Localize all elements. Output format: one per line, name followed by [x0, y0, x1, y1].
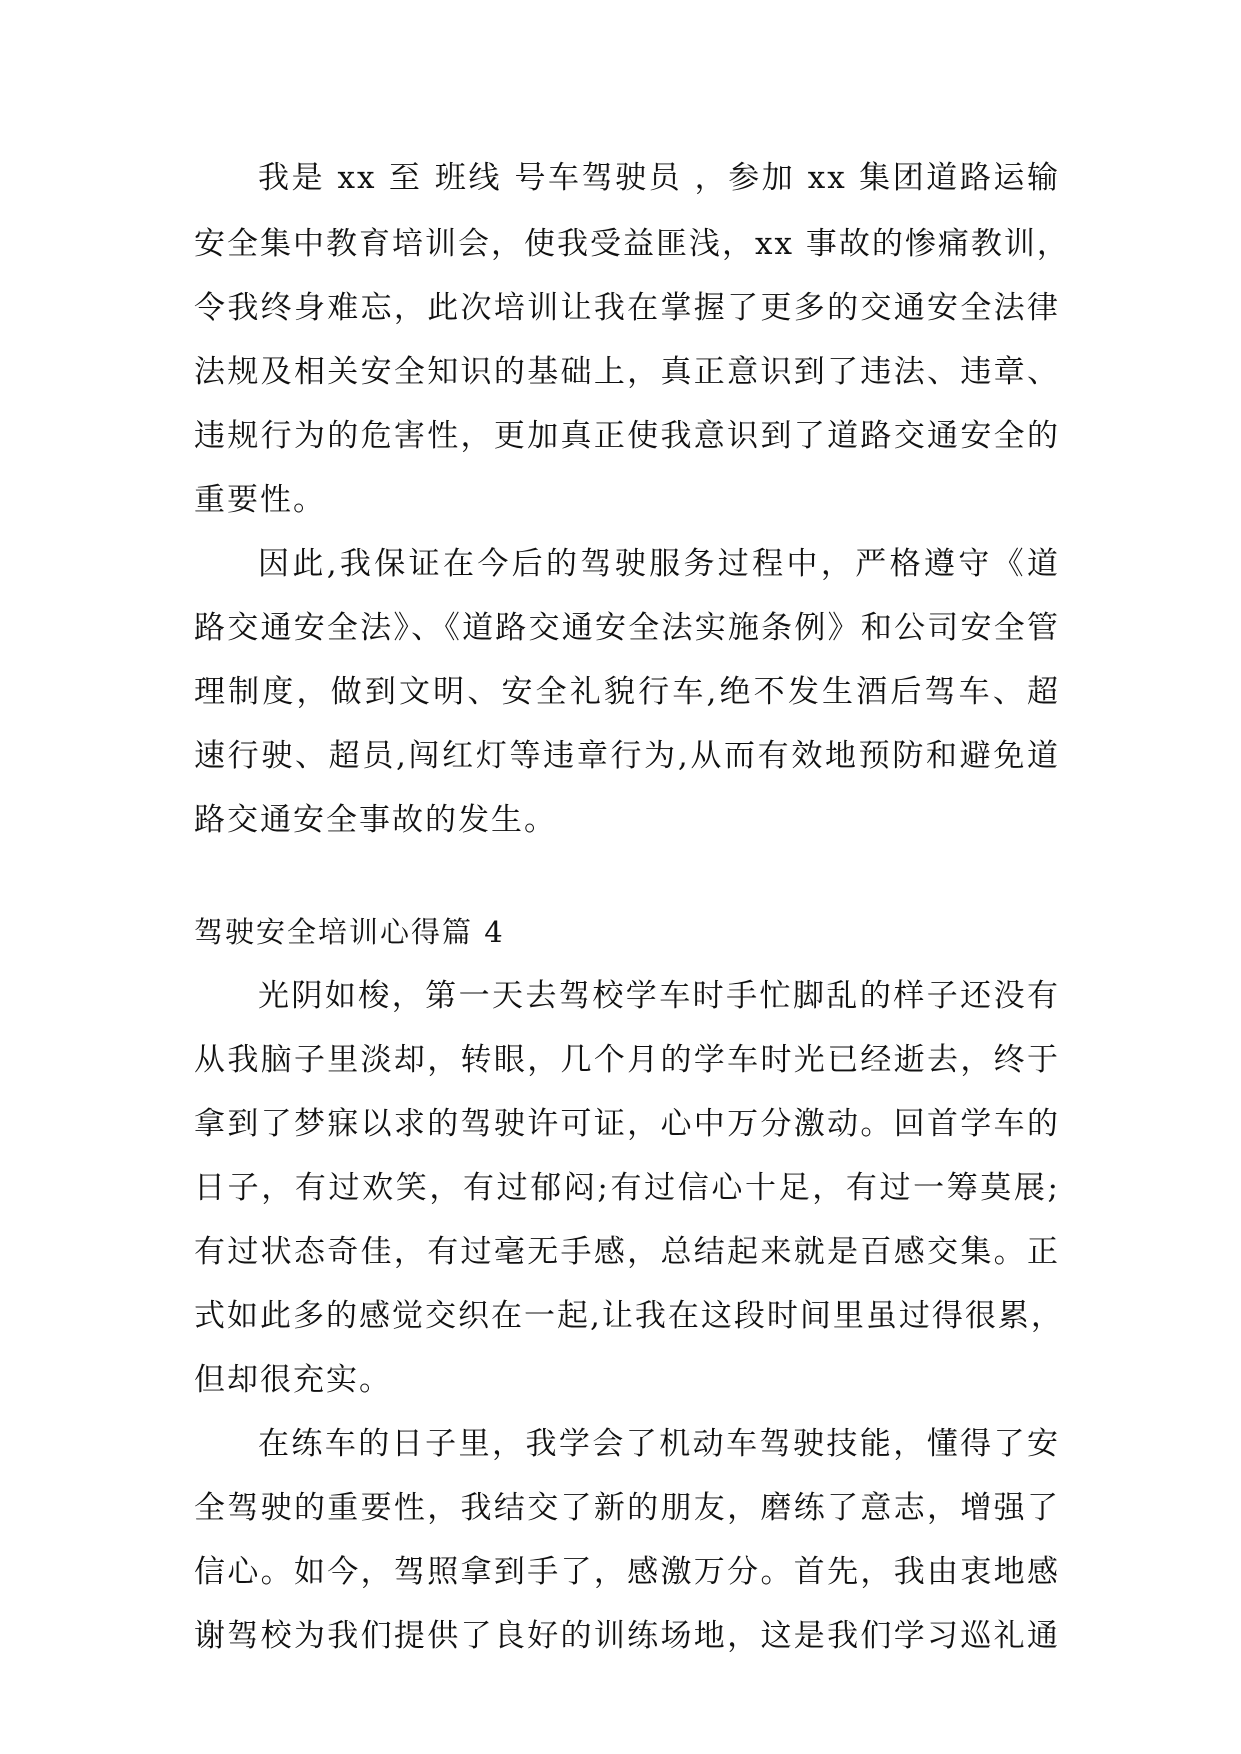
text-line: 有过状态奇佳，有过毫无手感，总结起来就是百感交集。正: [194, 1234, 1060, 1270]
text-line: 信心。如今，驾照拿到手了，感激万分。首先，我由衷地感: [194, 1554, 1060, 1590]
text-line: 路交通安全事故的发生。: [194, 802, 557, 838]
text-line: 安全集中教育培训会，使我受益匪浅，xx 事故的惨痛教训，: [194, 226, 1070, 262]
text-line: 违规行为的危害性，更加真正使我意识到了道路交通安全的: [194, 418, 1060, 454]
section-heading: 驾驶安全培训心得篇 4: [194, 915, 505, 949]
text-line: 路交通安全法》、《道路交通安全法实施条例》和公司安全管: [194, 610, 1060, 646]
text-line: 重要性。: [194, 482, 326, 518]
text-line: 谢驾校为我们提供了良好的训练场地，这是我们学习巡礼通: [194, 1618, 1060, 1654]
text-line: 全驾驶的重要性，我结交了新的朋友，磨练了意志，增强了: [194, 1490, 1060, 1526]
text-line: 式如此多的感觉交织在一起,让我在这段时间里虽过得很累，: [194, 1298, 1064, 1334]
text-line: 在练车的日子里，我学会了机动车驾驶技能，懂得了安: [258, 1426, 1060, 1462]
text-line: 令我终身难忘，此次培训让我在掌握了更多的交通安全法律: [194, 290, 1060, 326]
text-line: 光阴如梭，第一天去驾校学车时手忙脚乱的样子还没有: [258, 978, 1060, 1014]
text-line: 理制度，做到文明、安全礼貌行车,绝不发生酒后驾车、超: [194, 674, 1060, 710]
text-line: 我是 xx 至 班线 号车驾驶员 ，参加 xx 集团道路运输: [258, 160, 1060, 196]
text-line: 日子，有过欢笑，有过郁闷;有过信心十足，有过一筹莫展;: [194, 1170, 1060, 1206]
text-line: 但却很充实。: [194, 1362, 392, 1398]
text-line: 法规及相关安全知识的基础上，真正意识到了违法、违章、: [194, 354, 1060, 390]
text-line: 速行驶、超员,闯红灯等违章行为,从而有效地预防和避免道: [194, 738, 1060, 774]
text-line: 从我脑子里淡却，转眼，几个月的学车时光已经逝去，终于: [194, 1042, 1060, 1078]
text-line: 拿到了梦寐以求的驾驶许可证，心中万分激动。回首学车的: [194, 1106, 1060, 1142]
text-line: 因此,我保证在今后的驾驶服务过程中，严格遵守《道: [258, 546, 1060, 582]
